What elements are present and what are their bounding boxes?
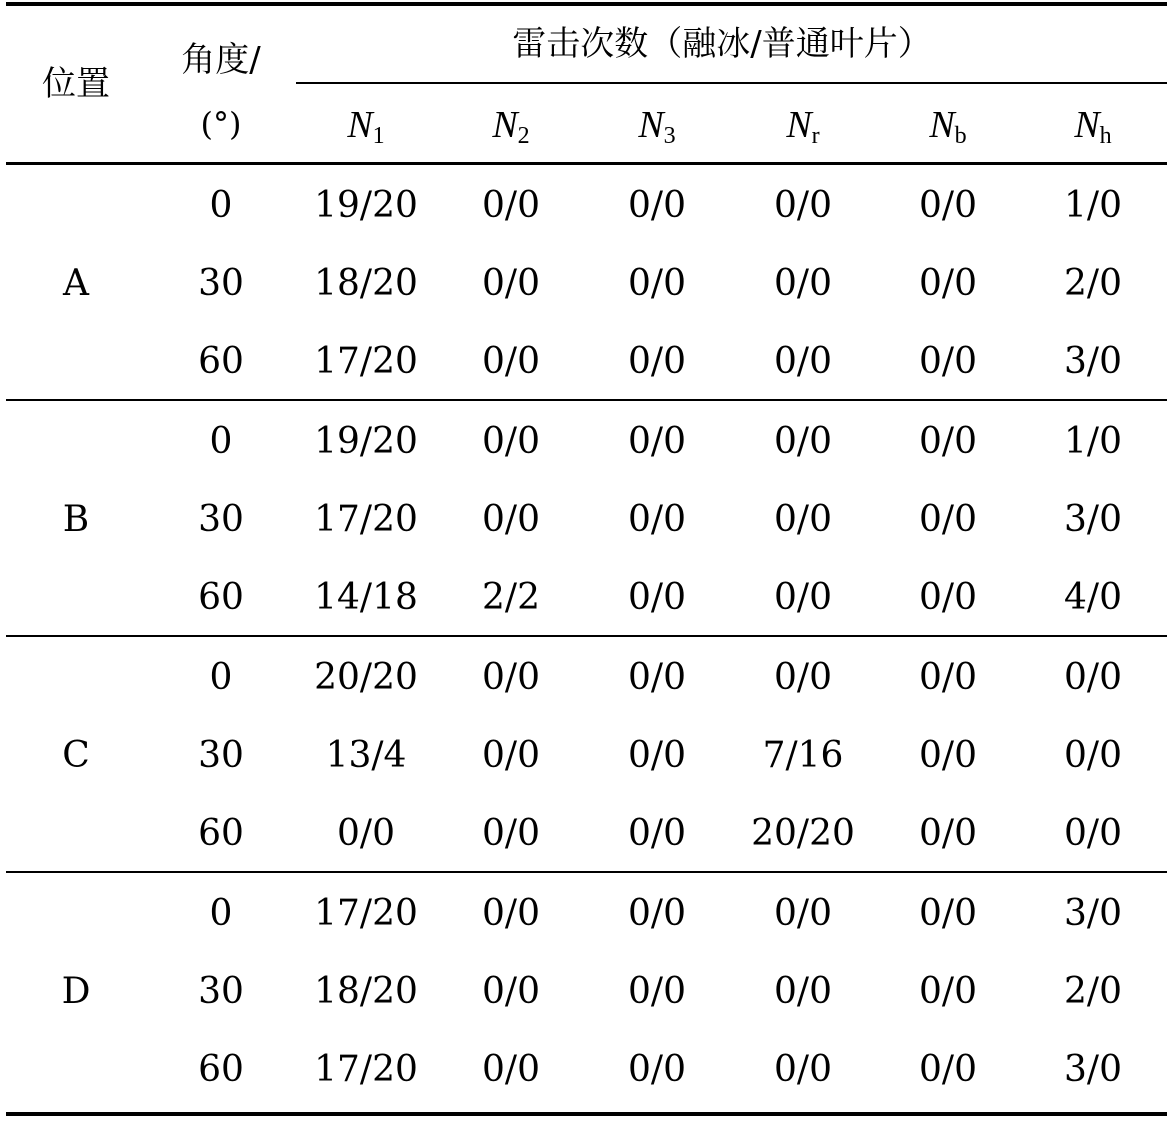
value-cell: 18/20 [314,263,418,304]
value-cell: 20/20 [314,657,418,698]
column-header-3: $N_3$ [638,104,676,149]
value-cell: 0/0 [628,1049,686,1090]
value-cell: 0/0 [482,263,540,304]
value-cell: 0/0 [774,263,832,304]
value-cell: 3/0 [1064,499,1122,540]
value-cell: 0/0 [628,421,686,462]
header-angle-line1: 角度/ [181,40,261,80]
header-angle-unit: (°) [200,105,242,143]
value-cell: 13/4 [325,735,407,776]
header-strikes: 雷击次数（融冰/普通叶片） [512,24,932,64]
value-cell: 19/20 [314,185,418,226]
group-divider [6,635,1167,637]
value-cell: 17/20 [314,1049,418,1090]
value-cell: 0/0 [919,735,977,776]
value-cell: 0/0 [628,971,686,1012]
angle-cell: 0 [209,185,233,226]
column-header-5: $N_b$ [929,104,967,149]
value-cell: 0/0 [482,341,540,382]
position-label: A [63,263,89,304]
angle-cell: 0 [209,893,233,934]
value-cell: 3/0 [1064,341,1122,382]
value-cell: 0/0 [482,813,540,854]
value-cell: 0/0 [774,893,832,934]
value-cell: 1/0 [1064,185,1122,226]
value-cell: 0/0 [337,813,395,854]
angle-cell: 60 [198,577,244,618]
value-cell: 14/18 [314,577,418,618]
value-cell: 0/0 [919,1049,977,1090]
value-cell: 0/0 [774,341,832,382]
value-cell: 0/0 [774,185,832,226]
value-cell: 0/0 [482,421,540,462]
value-cell: 0/0 [774,657,832,698]
group-divider [6,399,1167,401]
value-cell: 20/20 [751,813,855,854]
value-cell: 3/0 [1064,893,1122,934]
value-cell: 3/0 [1064,1049,1122,1090]
value-cell: 0/0 [628,185,686,226]
header-sub-rule [296,82,1167,84]
position-label: B [62,499,90,540]
value-cell: 7/16 [762,735,844,776]
value-cell: 0/0 [919,813,977,854]
value-cell: 0/0 [919,263,977,304]
column-header-2: $N_2$ [492,104,530,149]
value-cell: 18/20 [314,971,418,1012]
value-cell: 0/0 [482,893,540,934]
value-cell: 0/0 [774,499,832,540]
angle-cell: 30 [198,263,244,304]
value-cell: 19/20 [314,421,418,462]
value-cell: 2/0 [1064,971,1122,1012]
value-cell: 0/0 [919,893,977,934]
value-cell: 17/20 [314,499,418,540]
value-cell: 0/0 [919,341,977,382]
angle-cell: 60 [198,1049,244,1090]
angle-cell: 0 [209,657,233,698]
value-cell: 0/0 [482,971,540,1012]
angle-cell: 30 [198,499,244,540]
group-divider [6,871,1167,873]
value-cell: 0/0 [919,499,977,540]
value-cell: 0/0 [482,499,540,540]
position-label: C [62,735,90,776]
value-cell: 0/0 [919,657,977,698]
value-cell: 4/0 [1064,577,1122,618]
angle-cell: 60 [198,813,244,854]
table-bottom-rule [6,1112,1167,1116]
value-cell: 0/0 [1064,657,1122,698]
position-label: D [61,971,91,1012]
value-cell: 2/0 [1064,263,1122,304]
angle-cell: 30 [198,735,244,776]
value-cell: 0/0 [482,185,540,226]
value-cell: 0/0 [628,813,686,854]
value-cell: 0/0 [919,577,977,618]
angle-cell: 30 [198,971,244,1012]
value-cell: 17/20 [314,341,418,382]
column-header-1: $N_1$ [347,104,385,149]
angle-cell: 60 [198,341,244,382]
value-cell: 2/2 [482,577,540,618]
value-cell: 0/0 [628,577,686,618]
header-position: 位置 [42,64,110,104]
value-cell: 1/0 [1064,421,1122,462]
value-cell: 0/0 [774,1049,832,1090]
value-cell: 0/0 [628,735,686,776]
column-header-4: $N_r$ [786,104,820,149]
column-header-6: $N_h$ [1074,104,1112,149]
value-cell: 0/0 [774,577,832,618]
value-cell: 0/0 [1064,735,1122,776]
value-cell: 0/0 [774,421,832,462]
value-cell: 0/0 [482,1049,540,1090]
value-cell: 0/0 [628,893,686,934]
value-cell: 0/0 [628,499,686,540]
angle-cell: 0 [209,421,233,462]
value-cell: 0/0 [628,657,686,698]
value-cell: 17/20 [314,893,418,934]
value-cell: 0/0 [482,735,540,776]
value-cell: 0/0 [919,971,977,1012]
value-cell: 0/0 [919,421,977,462]
value-cell: 0/0 [919,185,977,226]
value-cell: 0/0 [628,263,686,304]
value-cell: 0/0 [482,657,540,698]
header-bottom-rule [6,162,1167,165]
value-cell: 0/0 [774,971,832,1012]
table-top-rule [6,2,1167,6]
value-cell: 0/0 [628,341,686,382]
value-cell: 0/0 [1064,813,1122,854]
